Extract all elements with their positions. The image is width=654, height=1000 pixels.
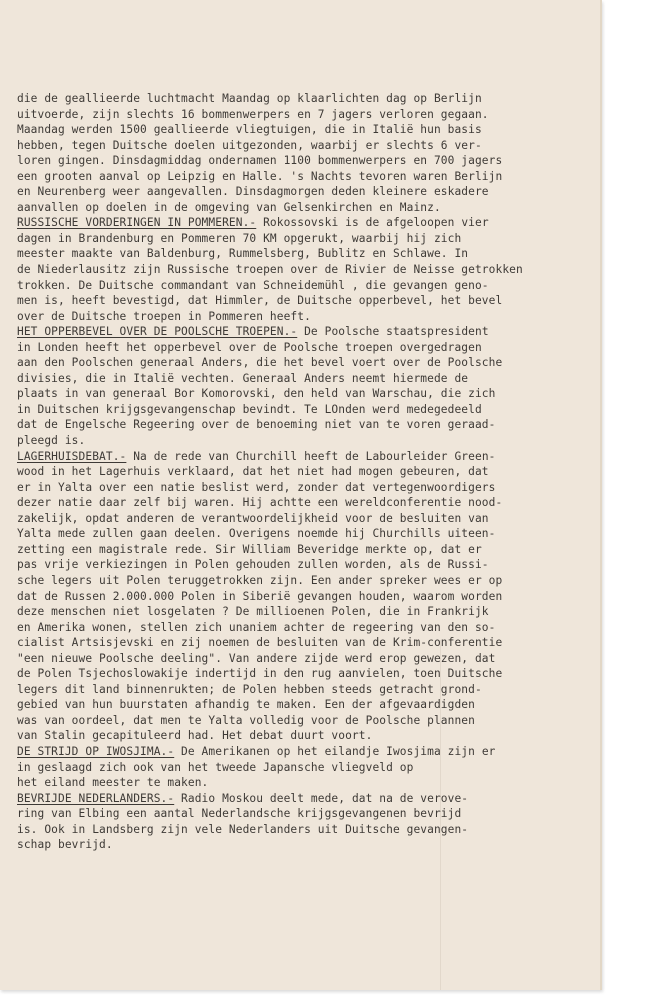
section-heading: LAGERHUISDEBAT.- <box>17 449 127 463</box>
text-line: Maandag werden 1500 geallieerde vliegtuigen, die in Italië hun basis <box>17 123 482 137</box>
paragraph-liberated-dutch <box>17 791 597 853</box>
text-line: zetting een magistrale rede. Sir William Beveridge merkte op, dat er <box>17 542 482 556</box>
text-line: in Londen heeft het opperbevel over de Poolsche troepen overgedragen <box>17 340 482 354</box>
text-line: pleegd is. <box>17 434 86 448</box>
text-line: is. Ook in Landsberg zijn vele Nederlanders uit Duitsche gevangen- <box>17 822 469 836</box>
text-line: de Polen Tsjechoslowakije indertijd in den rug aanvielen, toen Duitsche <box>17 667 503 681</box>
text-line: aan den Poolschen generaal Anders, die het bevel voert over de Poolsche <box>17 356 503 370</box>
text-line: gebied van hun buurstaten afhandig te maken. Een der afgevaardigden <box>17 698 475 712</box>
text-run: Radio Moskou deelt mede, dat na de verove- <box>174 791 469 805</box>
section-heading: BEVRIJDE NEDERLANDERS.- <box>17 791 175 805</box>
section-heading: DE STRIJD OP IWOSJIMA.- <box>17 744 175 758</box>
text-line: een grooten aanval op Leipzig en Halle. 's Nachts tevoren waren Berlijn <box>17 169 503 183</box>
text-line: in geslaagd zich ook van het tweede Japansche vliegveld op <box>17 760 414 774</box>
text-line: dezer natie daar zelf bij waren. Hij achtte een wereldconferentie nood- <box>17 496 503 510</box>
paragraph-house-of-commons-debate <box>17 449 597 744</box>
text-line: in Duitschen krijgsgevangenschap bevindt. Te LOnden werd medegedeeld <box>17 402 482 416</box>
text-line <box>17 449 597 465</box>
text-line <box>17 744 597 760</box>
text-line: zakelijk, opdat anderen de verantwoordelijkheid voor de besluiten van <box>17 511 489 525</box>
text-line: plaats in van generaal Bor Komorovski, den held van Warschau, die zich <box>17 387 496 401</box>
text-run: De Amerikanen op het eilandje Iwosjima zijn er <box>174 744 496 758</box>
text-line: cialist Artsisjevski en zij noemen de besluiten van de Krim-conferentie <box>17 636 503 650</box>
text-line: Yalta mede zullen gaan deelen. Overigens noemde hij Churchills uiteen- <box>17 527 496 541</box>
text-line: trokken. De Duitsche commandant van Schneidemühl , die gevangen geno- <box>17 278 489 292</box>
text-line <box>17 791 597 807</box>
text-line: over de Duitsche troepen in Pommeren heeft. <box>17 309 311 323</box>
text-line: hebben, tegen Duitsche doelen uitgezonden, waarbij er slechts 6 ver- <box>17 138 482 152</box>
text-line: en Neurenberg weer aangevallen. Dinsdagmorgen deden kleinere eskadere <box>17 185 489 199</box>
paragraph-polish-command <box>17 324 597 448</box>
text-line: meester maakte van Baldenburg, Rummelsberg, Bublitz en Schlawe. In <box>17 247 469 261</box>
text-line: divisies, die in Italië vechten. Generaal Anders neemt hiermede de <box>17 371 469 385</box>
text-line: schap bevrijd. <box>17 838 113 852</box>
paragraph-russian-advances <box>17 215 597 324</box>
text-line: wood in het Lagerhuis verklaard, dat het niet had mogen gebeuren, dat <box>17 465 489 479</box>
text-line: deze menschen niet losgelaten ? De millioenen Polen, die in Frankrijk <box>17 605 489 619</box>
text-run: Rokossovski is de afgeloopen vier <box>256 216 489 230</box>
text-line: pas vrije verkiezingen in Polen gehouden zullen worden, als de Russi- <box>17 558 489 572</box>
text-line: het eiland meester te maken. <box>17 776 209 790</box>
section-heading: RUSSISCHE VORDERINGEN IN POMMEREN.- <box>17 216 257 230</box>
text-line: er in Yalta over een natie beslist werd, zonder dat vertegenwoordigers <box>17 480 496 494</box>
text-line: "een nieuwe Poolsche deeling". Van andere zijde werd erop gewezen, dat <box>17 651 496 665</box>
section-heading: HET OPPERBEVEL OVER DE POOLSCHE TROEPEN.- <box>17 325 298 339</box>
text-line <box>17 215 597 231</box>
text-line: die de geallieerde luchtmacht Maandag op klaarlichten dag op Berlijn <box>17 92 482 105</box>
text-line: uitvoerde, zijn slechts 16 bommenwerpers en 7 jagers verloren gegaan. <box>17 107 489 121</box>
text-run: Na de rede van Churchill heeft de Labourleider Green- <box>126 449 496 463</box>
text-line: dat de Engelsche Regeering over de benoeming niet van te voren geraad- <box>17 418 496 432</box>
text-line: en Amerika wonen, stellen zich unaniem achter de regeering van den so- <box>17 620 496 634</box>
text-line: sche legers uit Polen teruggetrokken zijn. Een ander spreker wees er op <box>17 573 503 587</box>
text-line: loren gingen. Dinsdagmiddag ondernamen 1100 bommenwerpers en 700 jagers <box>17 154 503 168</box>
paragraph-iwo-jima <box>17 744 597 791</box>
text-line: ring van Elbing een aantal Nederlandsche krijgsgevangenen bevrijd <box>17 807 462 821</box>
text-line: legers dit land binnenrukten; de Polen hebben steeds getracht grond- <box>17 682 482 696</box>
text-line: dat de Russen 2.000.000 Polen in Siberië gevangen houden, waarom worden <box>17 589 503 603</box>
text-line: van Stalin gecapituleerd had. Het debat duurt voort. <box>17 729 373 743</box>
text-line: men is, heeft bevestigd, dat Himmler, de Duitsche opperbevel, het bevel <box>17 294 503 308</box>
text-line: de Niederlausitz zijn Russische troepen over de Rivier de Neisse getrokken <box>17 263 523 277</box>
text-line: aanvallen op doelen in de omgeving van Gelsenkirchen en Mainz. <box>17 200 441 214</box>
paragraph-air-raids <box>17 91 597 215</box>
text-line: dagen in Brandenburg en Pommeren 70 KM opgerukt, waarbij hij zich <box>17 231 462 245</box>
text-line <box>17 324 597 340</box>
page-text <box>17 91 597 853</box>
text-line: was van oordeel, dat men te Yalta volledig voor de Poolsche plannen <box>17 713 475 727</box>
text-run: De Poolsche staatspresident <box>297 325 489 339</box>
